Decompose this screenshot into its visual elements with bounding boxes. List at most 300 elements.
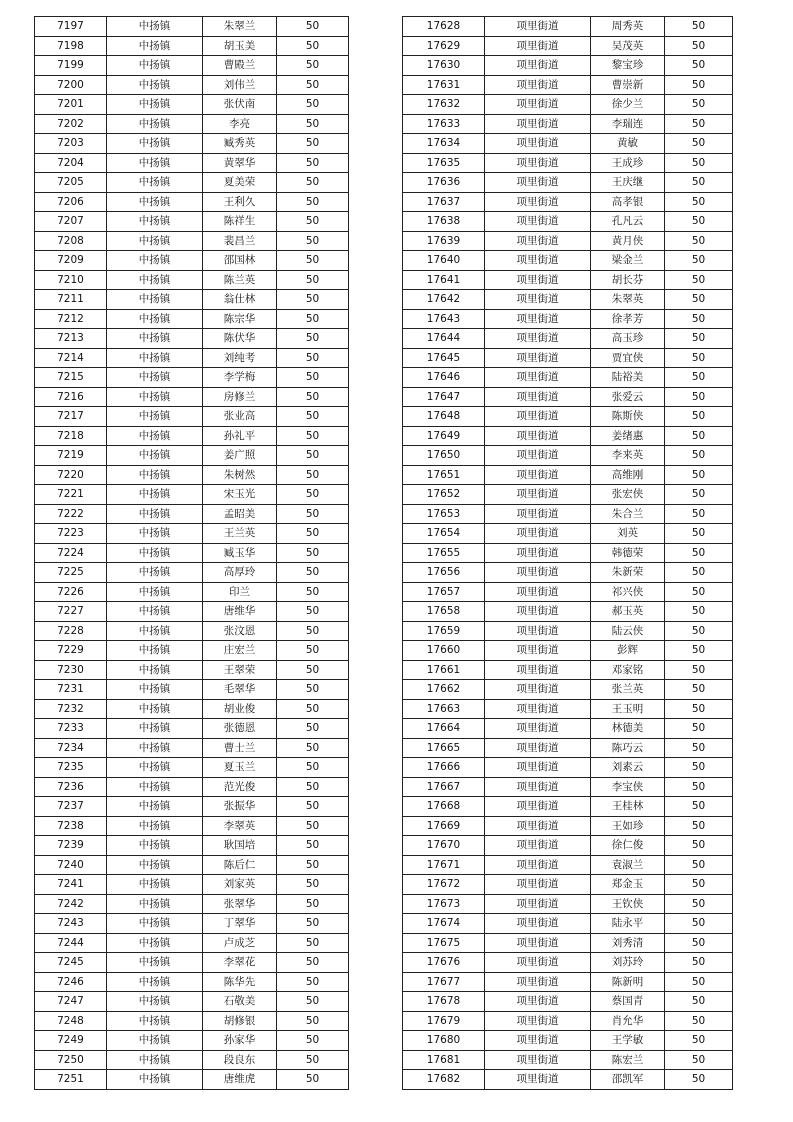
town-cell: 项里街道 — [485, 114, 591, 134]
table-row — [35, 1031, 349, 1051]
amount-cell: 50 — [665, 329, 733, 349]
town-cell: 中扬镇 — [107, 543, 203, 563]
name-cell: 段良东 — [203, 1050, 277, 1070]
amount-cell: 50 — [277, 348, 349, 368]
table-row — [35, 875, 349, 895]
table-row — [35, 972, 349, 992]
town-cell: 中扬镇 — [107, 251, 203, 271]
town-cell: 项里街道 — [485, 17, 591, 37]
serial-number-cell: 7232 — [35, 699, 107, 719]
town-cell: 项里街道 — [485, 1050, 591, 1070]
table-row — [403, 368, 733, 388]
serial-number-cell: 17643 — [403, 309, 485, 329]
serial-number-cell: 7200 — [35, 75, 107, 95]
name-cell: 张汶恩 — [203, 621, 277, 641]
name-cell: 李亮 — [203, 114, 277, 134]
amount-cell: 50 — [665, 1070, 733, 1090]
town-cell: 项里街道 — [485, 290, 591, 310]
serial-number-cell: 7212 — [35, 309, 107, 329]
name-cell: 李宝侠 — [591, 777, 665, 797]
serial-number-cell: 7199 — [35, 56, 107, 76]
town-cell: 中扬镇 — [107, 699, 203, 719]
serial-number-cell: 17673 — [403, 894, 485, 914]
town-cell: 中扬镇 — [107, 1050, 203, 1070]
name-cell: 郑金玉 — [591, 875, 665, 895]
table-row — [403, 426, 733, 446]
name-cell: 朱树然 — [203, 465, 277, 485]
town-cell: 项里街道 — [485, 446, 591, 466]
table-row — [403, 660, 733, 680]
name-cell: 郝玉英 — [591, 602, 665, 622]
town-cell: 项里街道 — [485, 524, 591, 544]
amount-cell: 50 — [665, 114, 733, 134]
amount-cell: 50 — [277, 933, 349, 953]
table-row — [403, 582, 733, 602]
amount-cell: 50 — [277, 836, 349, 856]
table-row — [35, 680, 349, 700]
serial-number-cell: 7207 — [35, 212, 107, 232]
table-row — [35, 1050, 349, 1070]
serial-number-cell: 7214 — [35, 348, 107, 368]
amount-cell: 50 — [665, 368, 733, 388]
table-row — [35, 251, 349, 271]
town-cell: 项里街道 — [485, 368, 591, 388]
town-cell: 中扬镇 — [107, 855, 203, 875]
town-cell: 项里街道 — [485, 153, 591, 173]
serial-number-cell: 17630 — [403, 56, 485, 76]
serial-number-cell: 17657 — [403, 582, 485, 602]
serial-number-cell: 17656 — [403, 563, 485, 583]
amount-cell: 50 — [277, 582, 349, 602]
amount-cell: 50 — [665, 251, 733, 271]
town-cell: 项里街道 — [485, 758, 591, 778]
town-cell: 中扬镇 — [107, 485, 203, 505]
town-cell: 项里街道 — [485, 875, 591, 895]
town-cell: 中扬镇 — [107, 387, 203, 407]
amount-cell: 50 — [277, 446, 349, 466]
serial-number-cell: 17635 — [403, 153, 485, 173]
amount-cell: 50 — [665, 1050, 733, 1070]
name-cell: 姜绪惠 — [591, 426, 665, 446]
table-row — [403, 329, 733, 349]
amount-cell: 50 — [277, 972, 349, 992]
name-cell: 李学梅 — [203, 368, 277, 388]
amount-cell: 50 — [277, 231, 349, 251]
serial-number-cell: 17654 — [403, 524, 485, 544]
town-cell: 项里街道 — [485, 173, 591, 193]
name-cell: 刘素云 — [591, 758, 665, 778]
serial-number-cell: 17680 — [403, 1031, 485, 1051]
name-cell: 陈巧云 — [591, 738, 665, 758]
town-cell: 中扬镇 — [107, 95, 203, 115]
serial-number-cell: 17659 — [403, 621, 485, 641]
serial-number-cell: 17681 — [403, 1050, 485, 1070]
town-cell: 中扬镇 — [107, 641, 203, 661]
serial-number-cell: 17672 — [403, 875, 485, 895]
serial-number-cell: 7243 — [35, 914, 107, 934]
serial-number-cell: 17669 — [403, 816, 485, 836]
serial-number-cell: 7249 — [35, 1031, 107, 1051]
amount-cell: 50 — [665, 134, 733, 154]
table-row — [35, 660, 349, 680]
name-cell: 刘苏玲 — [591, 953, 665, 973]
name-cell: 石敬美 — [203, 992, 277, 1012]
town-cell: 中扬镇 — [107, 465, 203, 485]
serial-number-cell: 7209 — [35, 251, 107, 271]
serial-number-cell: 17668 — [403, 797, 485, 817]
name-cell: 张爱云 — [591, 387, 665, 407]
name-cell: 黎宝珍 — [591, 56, 665, 76]
town-cell: 中扬镇 — [107, 504, 203, 524]
amount-cell: 50 — [277, 270, 349, 290]
town-cell: 中扬镇 — [107, 114, 203, 134]
town-cell: 中扬镇 — [107, 1031, 203, 1051]
name-cell: 陆永平 — [591, 914, 665, 934]
amount-cell: 50 — [277, 114, 349, 134]
name-cell: 徐少兰 — [591, 95, 665, 115]
amount-cell: 50 — [277, 894, 349, 914]
table-row — [403, 816, 733, 836]
serial-number-cell: 7220 — [35, 465, 107, 485]
serial-number-cell: 17682 — [403, 1070, 485, 1090]
serial-number-cell: 7224 — [35, 543, 107, 563]
serial-number-cell: 17636 — [403, 173, 485, 193]
amount-cell: 50 — [665, 719, 733, 739]
table-row — [35, 348, 349, 368]
town-cell: 中扬镇 — [107, 134, 203, 154]
name-cell: 王利久 — [203, 192, 277, 212]
serial-number-cell: 17644 — [403, 329, 485, 349]
amount-cell: 50 — [665, 699, 733, 719]
town-cell: 中扬镇 — [107, 426, 203, 446]
amount-cell: 50 — [665, 231, 733, 251]
amount-cell: 50 — [277, 914, 349, 934]
serial-number-cell: 7229 — [35, 641, 107, 661]
name-cell: 唐维虎 — [203, 1070, 277, 1090]
amount-cell: 50 — [665, 95, 733, 115]
amount-cell: 50 — [665, 465, 733, 485]
town-cell: 中扬镇 — [107, 1070, 203, 1090]
table-row — [35, 699, 349, 719]
town-cell: 项里街道 — [485, 816, 591, 836]
town-cell: 项里街道 — [485, 192, 591, 212]
amount-cell: 50 — [665, 153, 733, 173]
amount-cell: 50 — [277, 251, 349, 271]
town-cell: 项里街道 — [485, 1070, 591, 1090]
table-row — [35, 914, 349, 934]
table-row — [403, 446, 733, 466]
town-cell: 中扬镇 — [107, 75, 203, 95]
town-cell: 项里街道 — [485, 797, 591, 817]
serial-number-cell: 7201 — [35, 95, 107, 115]
table-row — [403, 212, 733, 232]
table-row — [403, 407, 733, 427]
table-row — [35, 777, 349, 797]
name-cell: 王兰英 — [203, 524, 277, 544]
name-cell: 张兰英 — [591, 680, 665, 700]
right-table-body — [403, 17, 733, 1090]
town-cell: 中扬镇 — [107, 524, 203, 544]
serial-number-cell: 17658 — [403, 602, 485, 622]
serial-number-cell: 7206 — [35, 192, 107, 212]
table-row — [403, 348, 733, 368]
table-row — [403, 134, 733, 154]
town-cell: 项里街道 — [485, 602, 591, 622]
table-row — [35, 602, 349, 622]
table-row — [403, 933, 733, 953]
town-cell: 中扬镇 — [107, 192, 203, 212]
name-cell: 蔡国青 — [591, 992, 665, 1012]
name-cell: 李翠花 — [203, 953, 277, 973]
town-cell: 项里街道 — [485, 387, 591, 407]
amount-cell: 50 — [277, 95, 349, 115]
name-cell: 陈兰英 — [203, 270, 277, 290]
serial-number-cell: 7205 — [35, 173, 107, 193]
table-row — [35, 524, 349, 544]
name-cell: 袁淑兰 — [591, 855, 665, 875]
town-cell: 项里街道 — [485, 855, 591, 875]
serial-number-cell: 7240 — [35, 855, 107, 875]
left-table-body — [35, 17, 349, 1090]
table-row — [403, 621, 733, 641]
serial-number-cell: 7228 — [35, 621, 107, 641]
table-row — [403, 719, 733, 739]
town-cell: 中扬镇 — [107, 563, 203, 583]
table-row — [35, 17, 349, 37]
serial-number-cell: 17652 — [403, 485, 485, 505]
name-cell: 胡业俊 — [203, 699, 277, 719]
serial-number-cell: 7231 — [35, 680, 107, 700]
town-cell: 项里街道 — [485, 777, 591, 797]
amount-cell: 50 — [277, 738, 349, 758]
town-cell: 项里街道 — [485, 933, 591, 953]
town-cell: 项里街道 — [485, 95, 591, 115]
table-row — [403, 270, 733, 290]
serial-number-cell: 7221 — [35, 485, 107, 505]
serial-number-cell: 17648 — [403, 407, 485, 427]
town-cell: 中扬镇 — [107, 36, 203, 56]
amount-cell: 50 — [665, 407, 733, 427]
serial-number-cell: 17667 — [403, 777, 485, 797]
table-row — [35, 797, 349, 817]
name-cell: 朱翠兰 — [203, 17, 277, 37]
town-cell: 项里街道 — [485, 894, 591, 914]
serial-number-cell: 7226 — [35, 582, 107, 602]
name-cell: 卢成芝 — [203, 933, 277, 953]
serial-number-cell: 7244 — [35, 933, 107, 953]
amount-cell: 50 — [277, 75, 349, 95]
amount-cell: 50 — [277, 621, 349, 641]
serial-number-cell: 17665 — [403, 738, 485, 758]
town-cell: 中扬镇 — [107, 212, 203, 232]
amount-cell: 50 — [277, 816, 349, 836]
serial-number-cell: 7223 — [35, 524, 107, 544]
table-row — [403, 1031, 733, 1051]
serial-number-cell: 7225 — [35, 563, 107, 583]
amount-cell: 50 — [277, 212, 349, 232]
town-cell: 中扬镇 — [107, 446, 203, 466]
amount-cell: 50 — [277, 56, 349, 76]
table-row — [403, 465, 733, 485]
serial-number-cell: 7222 — [35, 504, 107, 524]
amount-cell: 50 — [665, 777, 733, 797]
town-cell: 中扬镇 — [107, 368, 203, 388]
amount-cell: 50 — [277, 953, 349, 973]
table-row — [35, 504, 349, 524]
table-row — [403, 641, 733, 661]
amount-cell: 50 — [665, 836, 733, 856]
name-cell: 庄宏兰 — [203, 641, 277, 661]
amount-cell: 50 — [665, 485, 733, 505]
serial-number-cell: 7246 — [35, 972, 107, 992]
serial-number-cell: 17642 — [403, 290, 485, 310]
town-cell: 项里街道 — [485, 914, 591, 934]
name-cell: 臧秀英 — [203, 134, 277, 154]
amount-cell: 50 — [277, 309, 349, 329]
table-row — [35, 75, 349, 95]
table-row — [403, 875, 733, 895]
name-cell: 高厚玲 — [203, 563, 277, 583]
amount-cell: 50 — [665, 875, 733, 895]
name-cell: 李来英 — [591, 446, 665, 466]
name-cell: 贾宜侠 — [591, 348, 665, 368]
table-row — [35, 56, 349, 76]
table-row — [35, 192, 349, 212]
town-cell: 项里街道 — [485, 621, 591, 641]
name-cell: 胡长芬 — [591, 270, 665, 290]
town-cell: 中扬镇 — [107, 17, 203, 37]
serial-number-cell: 7241 — [35, 875, 107, 895]
table-row — [35, 329, 349, 349]
town-cell: 中扬镇 — [107, 329, 203, 349]
table-row — [403, 992, 733, 1012]
town-cell: 中扬镇 — [107, 290, 203, 310]
town-cell: 项里街道 — [485, 231, 591, 251]
serial-number-cell: 17638 — [403, 212, 485, 232]
name-cell: 梁金兰 — [591, 251, 665, 271]
amount-cell: 50 — [665, 621, 733, 641]
amount-cell: 50 — [665, 17, 733, 37]
town-cell: 项里街道 — [485, 212, 591, 232]
amount-cell: 50 — [277, 543, 349, 563]
serial-number-cell: 17631 — [403, 75, 485, 95]
amount-cell: 50 — [665, 641, 733, 661]
town-cell: 项里街道 — [485, 1011, 591, 1031]
amount-cell: 50 — [665, 348, 733, 368]
table-row — [35, 446, 349, 466]
table-row — [35, 465, 349, 485]
name-cell: 朱合兰 — [591, 504, 665, 524]
table-row — [403, 504, 733, 524]
serial-number-cell: 17639 — [403, 231, 485, 251]
name-cell: 曹士兰 — [203, 738, 277, 758]
town-cell: 项里街道 — [485, 407, 591, 427]
right-roster-table — [402, 16, 733, 1090]
name-cell: 夏美荣 — [203, 173, 277, 193]
name-cell: 祁兴侠 — [591, 582, 665, 602]
amount-cell: 50 — [665, 504, 733, 524]
town-cell: 项里街道 — [485, 836, 591, 856]
name-cell: 韩德荣 — [591, 543, 665, 563]
serial-number-cell: 17679 — [403, 1011, 485, 1031]
amount-cell: 50 — [277, 699, 349, 719]
name-cell: 刘英 — [591, 524, 665, 544]
town-cell: 中扬镇 — [107, 407, 203, 427]
serial-number-cell: 7234 — [35, 738, 107, 758]
table-row — [403, 17, 733, 37]
table-row — [403, 855, 733, 875]
serial-number-cell: 7250 — [35, 1050, 107, 1070]
name-cell: 周秀英 — [591, 17, 665, 37]
town-cell: 中扬镇 — [107, 660, 203, 680]
name-cell: 陆云侠 — [591, 621, 665, 641]
table-row — [35, 426, 349, 446]
left-roster-table — [34, 16, 349, 1090]
amount-cell: 50 — [277, 504, 349, 524]
town-cell: 项里街道 — [485, 270, 591, 290]
table-row — [35, 387, 349, 407]
serial-number-cell: 7217 — [35, 407, 107, 427]
serial-number-cell: 7198 — [35, 36, 107, 56]
amount-cell: 50 — [665, 426, 733, 446]
town-cell: 项里街道 — [485, 485, 591, 505]
amount-cell: 50 — [665, 797, 733, 817]
town-cell: 项里街道 — [485, 543, 591, 563]
town-cell: 项里街道 — [485, 1031, 591, 1051]
table-row — [403, 1050, 733, 1070]
name-cell: 裴昌兰 — [203, 231, 277, 251]
town-cell: 中扬镇 — [107, 894, 203, 914]
town-cell: 中扬镇 — [107, 777, 203, 797]
name-cell: 翁仕林 — [203, 290, 277, 310]
amount-cell: 50 — [665, 816, 733, 836]
serial-number-cell: 17663 — [403, 699, 485, 719]
amount-cell: 50 — [665, 270, 733, 290]
table-row — [35, 485, 349, 505]
table-row — [35, 953, 349, 973]
amount-cell: 50 — [665, 290, 733, 310]
name-cell: 高玉珍 — [591, 329, 665, 349]
town-cell: 中扬镇 — [107, 875, 203, 895]
serial-number-cell: 17666 — [403, 758, 485, 778]
name-cell: 曹殿兰 — [203, 56, 277, 76]
serial-number-cell: 7202 — [35, 114, 107, 134]
serial-number-cell: 17661 — [403, 660, 485, 680]
town-cell: 中扬镇 — [107, 309, 203, 329]
table-row — [403, 95, 733, 115]
name-cell: 王翠荣 — [203, 660, 277, 680]
table-row — [403, 914, 733, 934]
name-cell: 彭辉 — [591, 641, 665, 661]
name-cell: 房修兰 — [203, 387, 277, 407]
name-cell: 孙礼平 — [203, 426, 277, 446]
name-cell: 高维刚 — [591, 465, 665, 485]
serial-number-cell: 17629 — [403, 36, 485, 56]
name-cell: 王钦侠 — [591, 894, 665, 914]
amount-cell: 50 — [665, 680, 733, 700]
name-cell: 宋玉光 — [203, 485, 277, 505]
town-cell: 项里街道 — [485, 56, 591, 76]
town-cell: 项里街道 — [485, 953, 591, 973]
name-cell: 肖允华 — [591, 1011, 665, 1031]
name-cell: 孔凡云 — [591, 212, 665, 232]
serial-number-cell: 7235 — [35, 758, 107, 778]
town-cell: 项里街道 — [485, 348, 591, 368]
town-cell: 项里街道 — [485, 680, 591, 700]
serial-number-cell: 7227 — [35, 602, 107, 622]
name-cell: 孟昭美 — [203, 504, 277, 524]
name-cell: 徐仁俊 — [591, 836, 665, 856]
